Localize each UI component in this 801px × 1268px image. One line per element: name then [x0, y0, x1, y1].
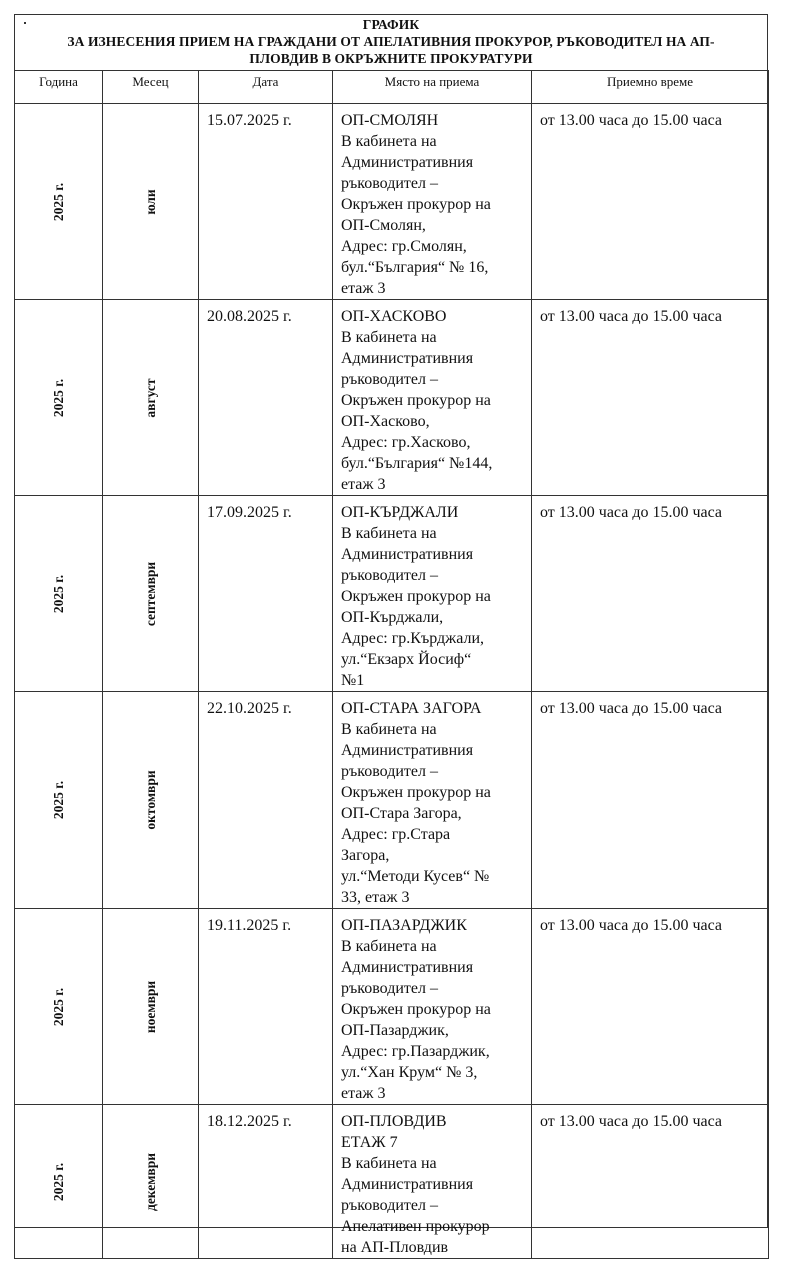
place-line: В кабинета на — [341, 721, 437, 738]
place-line: В кабинета на — [341, 525, 437, 542]
place-line: Окръжен прокурор на — [341, 588, 491, 605]
place-line: Окръжен прокурор на — [341, 1001, 491, 1018]
place-line: Адрес: гр.Стара — [341, 826, 451, 843]
month-cell — [103, 104, 199, 300]
place-line: ЕТАЖ 7 — [341, 1134, 398, 1151]
place-line: бул.“България“ №144, — [341, 455, 493, 472]
place-line: Административния — [341, 1176, 474, 1193]
place-line: №1 — [341, 672, 365, 689]
document-title — [14, 16, 768, 67]
place-line: Окръжен прокурор на — [341, 392, 491, 409]
place-line: Административния — [341, 350, 474, 367]
year-label: 2025 г. — [50, 780, 66, 820]
month-cell — [103, 496, 199, 692]
month-label: ноември — [142, 980, 158, 1033]
year-label: 2025 г. — [50, 574, 66, 613]
time-cell: от 13.00 часа до 15.00 часа — [532, 496, 769, 692]
place-line: В кабинета на — [341, 938, 437, 955]
month-label: септември — [142, 561, 158, 626]
place-line: ОП-ХАСКОВО — [341, 308, 447, 325]
year-label: 2025 г. — [50, 1162, 66, 1201]
table-row — [15, 496, 769, 692]
month-label: юли — [142, 188, 158, 215]
year-label: 2025 г. — [50, 378, 66, 417]
place-line: Адрес: гр.Кърджали, — [341, 630, 485, 647]
place-line: Адрес: гр.Хасково, — [341, 434, 471, 451]
place-line: Окръжен прокурор на — [341, 784, 491, 801]
month-label: август — [142, 377, 158, 418]
place-line: Административния — [341, 742, 474, 759]
place-line: ОП-Смолян, — [341, 217, 426, 234]
place-line: етаж 3 — [341, 280, 386, 297]
place-cell — [333, 104, 532, 300]
place-line: Адрес: гр.Смолян, — [341, 238, 467, 255]
schedule-table — [14, 70, 769, 1259]
year-cell — [15, 300, 103, 496]
year-label: 2025 г. — [50, 987, 66, 1026]
table-row — [15, 909, 769, 1105]
time-cell: от 13.00 часа до 15.00 часа — [532, 104, 769, 300]
place-line: ОП-Стара Загора, — [341, 805, 462, 822]
table-row — [15, 1105, 769, 1259]
place-cell — [333, 300, 532, 496]
date-cell: 20.08.2025 г. — [199, 300, 333, 496]
time-cell: от 13.00 часа до 15.00 часа — [532, 1105, 769, 1259]
place-line: Административния — [341, 154, 474, 171]
year-label: 2025 г. — [50, 182, 66, 221]
year-cell — [15, 909, 103, 1105]
month-label: декември — [142, 1152, 158, 1211]
year-cell — [15, 496, 103, 692]
place-line: ръководител – — [341, 371, 438, 388]
title-line-3: ПЛОВДИВ В ОКРЪЖНИТЕ ПРОКУРАТУРИ — [249, 51, 533, 66]
year-cell — [15, 692, 103, 909]
place-line: ръководител – — [341, 980, 438, 997]
year-cell — [15, 104, 103, 300]
place-line: ръководител – — [341, 1197, 438, 1214]
place-line: В кабинета на — [341, 1155, 437, 1172]
time-cell: от 13.00 часа до 15.00 часа — [532, 692, 769, 909]
place-line: 33, етаж 3 — [341, 889, 410, 906]
place-line: ул.“Методи Кусев“ № — [341, 868, 490, 885]
place-line: ул.“Хан Крум“ № 3, — [341, 1064, 478, 1081]
date-cell: 15.07.2025 г. — [199, 104, 333, 300]
place-cell — [333, 496, 532, 692]
place-line: Апелативен прокурор — [341, 1218, 490, 1235]
place-line: Административния — [341, 546, 474, 563]
place-line: етаж 3 — [341, 1085, 386, 1102]
place-line: ОП-КЪРДЖАЛИ — [341, 504, 459, 521]
place-line: Административния — [341, 959, 474, 976]
place-line: етаж 3 — [341, 476, 386, 493]
place-line: В кабинета на — [341, 329, 437, 346]
place-line: ОП-СТАРА ЗАГОРА — [341, 700, 482, 717]
year-cell — [15, 1105, 103, 1259]
header-row — [15, 71, 769, 104]
time-cell: от 13.00 часа до 15.00 часа — [532, 300, 769, 496]
header-time: Приемно време — [532, 71, 769, 104]
title-line-2: ЗА ИЗНЕСЕНИЯ ПРИЕМ НА ГРАЖДАНИ ОТ АПЕЛАТИВНИЯ ПРОКУРОР, РЪКОВОДИТЕЛ НА АП- — [67, 34, 715, 49]
place-line: ул.“Екзарх Йосиф“ — [341, 651, 472, 668]
header-date: Дата — [199, 71, 333, 104]
title-line-1: ГРАФИК — [362, 17, 420, 32]
table-row — [15, 300, 769, 496]
header-month: Месец — [103, 71, 199, 104]
place-line: ОП-ПЛОВДИВ — [341, 1113, 447, 1130]
place-cell — [333, 692, 532, 909]
place-cell — [333, 909, 532, 1105]
place-cell — [333, 1105, 532, 1259]
place-line: ОП-Хасково, — [341, 413, 430, 430]
place-line: Загора, — [341, 847, 390, 864]
place-line: на АП-Пловдив — [341, 1239, 449, 1256]
month-label: октомври — [142, 770, 158, 830]
place-line: ОП-СМОЛЯН — [341, 112, 439, 129]
place-line: ръководител – — [341, 763, 438, 780]
month-cell — [103, 300, 199, 496]
month-cell — [103, 909, 199, 1105]
table-row — [15, 104, 769, 300]
place-line: Окръжен прокурор на — [341, 196, 491, 213]
header-year: Година — [15, 71, 103, 104]
place-line: ръководител – — [341, 175, 438, 192]
month-cell — [103, 692, 199, 909]
place-line: бул.“България“ № 16, — [341, 259, 489, 276]
place-line: ОП-Кърджали, — [341, 609, 444, 626]
place-line: ОП-Пазарджик, — [341, 1022, 449, 1039]
place-line: В кабинета на — [341, 133, 437, 150]
month-cell — [103, 1105, 199, 1259]
place-line: Адрес: гр.Пазарджик, — [341, 1043, 490, 1060]
header-place: Място на приема — [333, 71, 532, 104]
date-cell: 19.11.2025 г. — [199, 909, 333, 1105]
place-line: ръководител – — [341, 567, 438, 584]
date-cell: 17.09.2025 г. — [199, 496, 333, 692]
date-cell: 22.10.2025 г. — [199, 692, 333, 909]
table-row — [15, 692, 769, 909]
date-cell: 18.12.2025 г. — [199, 1105, 333, 1259]
place-line: ОП-ПАЗАРДЖИК — [341, 917, 467, 934]
time-cell: от 13.00 часа до 15.00 часа — [532, 909, 769, 1105]
